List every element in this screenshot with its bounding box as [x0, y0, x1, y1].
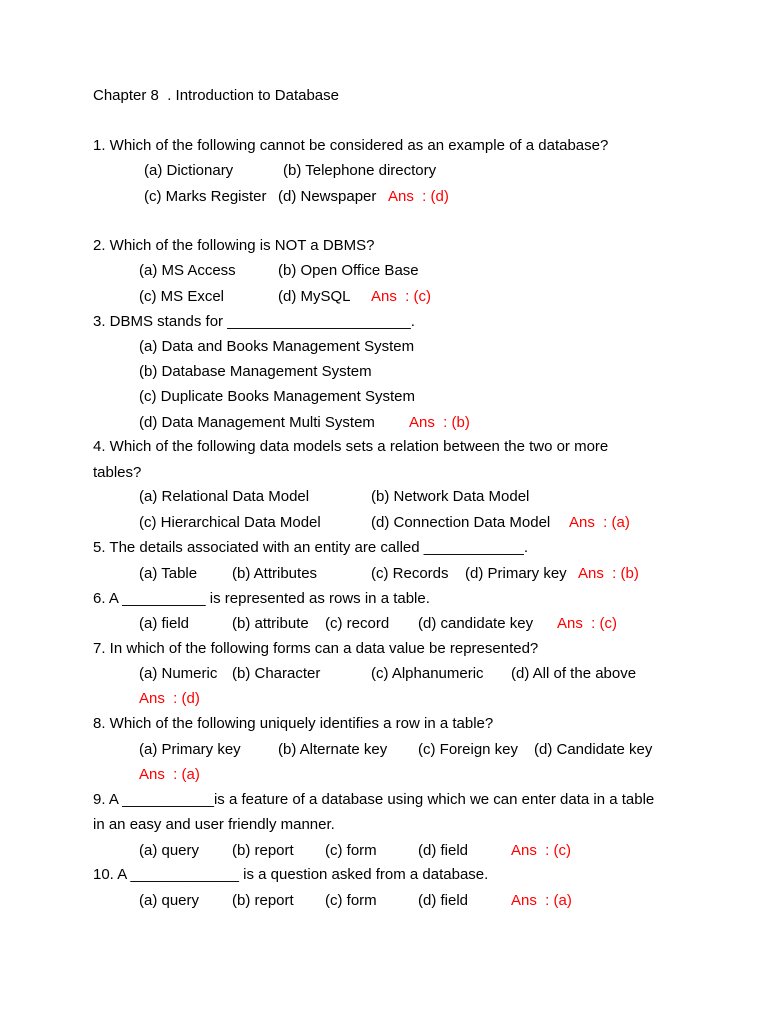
q9-option-d: (d) field [418, 842, 469, 859]
question-3: 3. DBMS stands for ______________________. [93, 313, 415, 330]
q10-answer: Ans : (a) [511, 892, 572, 909]
q4-answer: Ans : (a) [569, 514, 630, 531]
q8-option-b: (b) Alternate key [278, 741, 388, 758]
q2-answer: Ans : (c) [371, 288, 432, 305]
q10-option-c: (c) form [325, 892, 377, 909]
q3-option-b: (b) Database Management System [139, 363, 372, 380]
question-1: 1. Which of the following cannot be considered as an example of a database? [93, 137, 609, 154]
q4-option-d: (d) Connection Data Model [371, 514, 551, 531]
q2-option-b: (b) Open Office Base [278, 262, 419, 279]
q1-option-a: (a) Dictionary [144, 162, 234, 179]
q8-option-d: (d) Candidate key [534, 741, 653, 758]
question-4-line-1: 4. Which of the following data models sets a relation between the two or more [93, 438, 609, 455]
q5-option-d: (d) Primary key [465, 565, 567, 582]
question-7: 7. In which of the following forms can a data value be represented? [93, 640, 539, 657]
q9-option-a: (a) query [139, 842, 200, 859]
question-6: 6. A __________ is represented as rows in a table. [93, 590, 430, 607]
question-2: 2. Which of the following is NOT a DBMS? [93, 237, 375, 254]
q9-option-c: (c) form [325, 842, 377, 859]
q10-option-b: (b) report [232, 892, 294, 909]
q3-option-a: (a) Data and Books Management System [139, 338, 415, 355]
q5-option-b: (b) Attributes [232, 565, 318, 582]
q2-option-a: (a) MS Access [139, 262, 236, 279]
q3-option-d: (d) Data Management Multi System [139, 414, 375, 431]
question-8: 8. Which of the following uniquely identifies a row in a table? [93, 715, 494, 732]
q5-option-c: (c) Records [371, 565, 449, 582]
q7-answer: Ans : (d) [139, 690, 200, 707]
q1-option-c: (c) Marks Register [144, 188, 267, 205]
q6-answer: Ans : (c) [557, 615, 618, 632]
q9-answer: Ans : (c) [511, 842, 572, 859]
question-5: 5. The details associated with an entity are called ____________. [93, 539, 529, 556]
q8-option-a: (a) Primary key [139, 741, 241, 758]
q3-answer: Ans : (b) [409, 414, 470, 431]
q4-option-c: (c) Hierarchical Data Model [139, 514, 321, 531]
q7-option-d: (d) All of the above [511, 665, 637, 682]
q8-answer: Ans : (a) [139, 766, 200, 783]
q10-option-a: (a) query [139, 892, 200, 909]
q7-option-a: (a) Numeric [139, 665, 218, 682]
q1-answer: Ans : (d) [388, 188, 449, 205]
q6-option-c: (c) record [325, 615, 390, 632]
q3-option-c: (c) Duplicate Books Management System [139, 388, 415, 405]
q5-answer: Ans : (b) [578, 565, 639, 582]
q6-option-b: (b) attribute [232, 615, 309, 632]
q6-option-d: (d) candidate key [418, 615, 534, 632]
q4-option-a: (a) Relational Data Model [139, 488, 310, 505]
q1-option-d: (d) Newspaper [278, 188, 377, 205]
q1-option-b: (b) Telephone directory [283, 162, 437, 179]
q6-option-a: (a) field [139, 615, 190, 632]
q2-option-d: (d) MySQL [278, 288, 351, 305]
question-9-line-1: 9. A ___________is a feature of a database using which we can enter data in a table [93, 791, 655, 808]
q4-option-b: (b) Network Data Model [371, 488, 530, 505]
question-10: 10. A _____________ is a question asked from a database. [93, 866, 489, 883]
question-9-line-2: in an easy and user friendly manner. [93, 816, 335, 833]
chapter-title: Chapter 8 . Introduction to Database [93, 87, 339, 104]
q2-option-c: (c) MS Excel [139, 288, 225, 305]
q7-option-c: (c) Alphanumeric [371, 665, 484, 682]
question-4-line-2: tables? [93, 464, 142, 481]
q9-option-b: (b) report [232, 842, 294, 859]
q8-option-c: (c) Foreign key [418, 741, 519, 758]
q10-option-d: (d) field [418, 892, 469, 909]
q7-option-b: (b) Character [232, 665, 321, 682]
q5-option-a: (a) Table [139, 565, 198, 582]
